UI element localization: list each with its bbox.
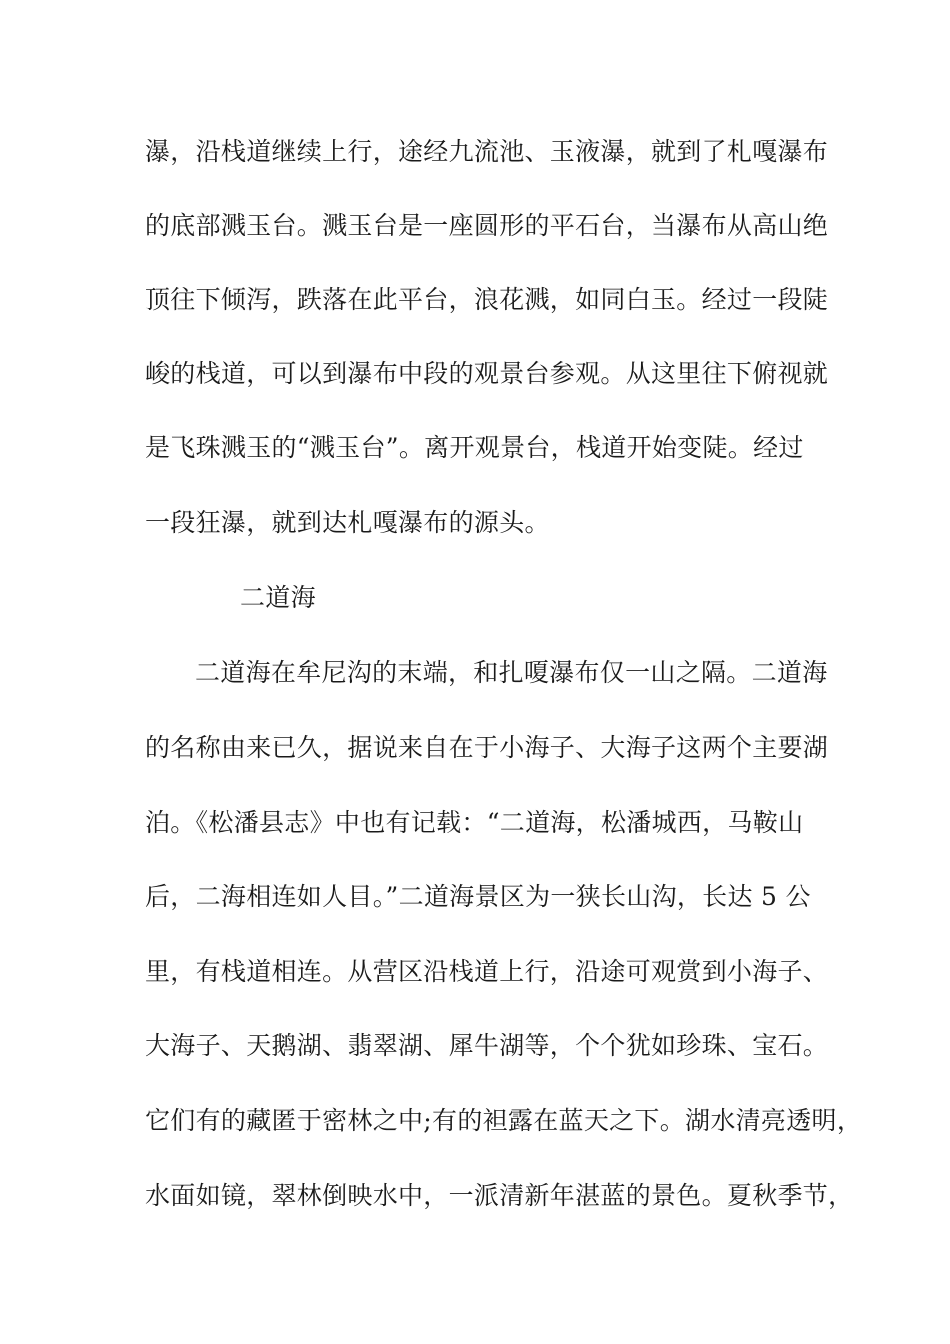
section-heading: 二道海 (240, 583, 316, 612)
text-line-1: 瀑，沿栈道继续上行，途经九流池、玉液瀑，就到了札嘎瀑布 (145, 137, 829, 166)
text-line-2: 的底部溅玉台。溅玉台是一座圆形的平石台，当瀑布从高山绝 (145, 211, 829, 240)
text-line-12: 里，有栈道相连。从营区沿栈道上行，沿途可观赏到小海子、 (145, 957, 829, 986)
text-line-3: 顶往下倾泻，跌落在此平台，浪花溅，如同白玉。经过一段陡 (145, 285, 829, 314)
text-line-5: 是飞珠溅玉的“溅玉台”。离开观景台，栈道开始变陡。经过 (145, 433, 804, 462)
text-line-8: 二道海在牟尼沟的末端，和扎嗄瀑布仅一山之隔。二道海 (195, 658, 828, 687)
text-line-11: 后，二海相连如人目。”二道海景区为一狭长山沟，长达 5 公 (145, 882, 811, 911)
text-line-13: 大海子、天鹅湖、翡翠湖、犀牛湖等，个个犹如珍珠、宝石。 (145, 1031, 829, 1060)
text-line-15: 水面如镜，翠林倒映水中，一派清新年湛蓝的景色。夏秋季节， (145, 1181, 854, 1210)
text-line-9: 的名称由来已久，据说来自在于小海子、大海子这两个主要湖 (145, 733, 829, 762)
text-line-10: 泊。《松潘县志》中也有记载：“二道海，松潘城西，马鞍山 (145, 808, 804, 837)
text-line-6: 一段狂瀑，就到达札嘎瀑布的源头。 (145, 508, 550, 537)
text-line-4: 峻的栈道，可以到瀑布中段的观景台参观。从这里往下俯视就 (145, 359, 829, 388)
text-line-14: 它们有的藏匿于密林之中;有的袒露在蓝天之下。湖水清亮透明， (145, 1106, 863, 1135)
